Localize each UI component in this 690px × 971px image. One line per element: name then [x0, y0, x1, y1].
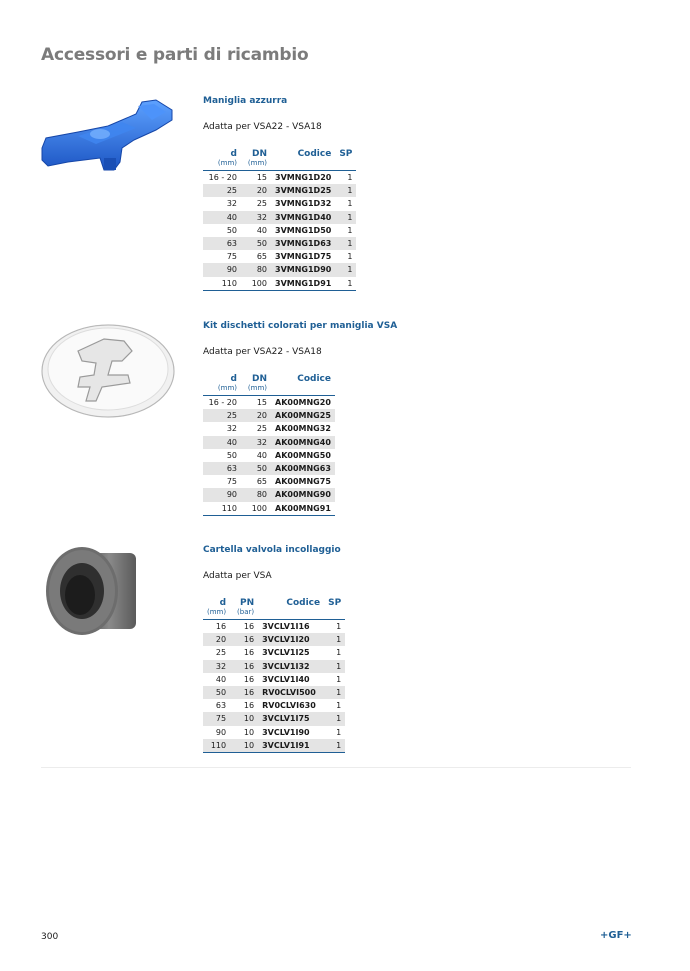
cell-d: 40	[203, 436, 241, 449]
product-title: Cartella valvola incollaggio	[203, 545, 341, 555]
cell-code: 3VMNG1D25	[271, 184, 335, 197]
cell-code: AK00MNG20	[275, 398, 331, 407]
column-unit: (mm)	[247, 384, 267, 392]
page-number: 300	[41, 932, 59, 942]
cell-d: 40	[203, 211, 241, 224]
cell-d: 16 - 20	[208, 173, 237, 182]
table-row	[203, 646, 345, 659]
product-table	[203, 598, 345, 753]
cell-sp: 1	[347, 252, 353, 262]
cell-d: 25	[203, 184, 241, 197]
table-row	[203, 422, 335, 435]
table-row	[203, 739, 345, 753]
cell-dn: 32	[241, 211, 271, 224]
section-divider	[41, 767, 631, 768]
column-header: Codice	[286, 598, 321, 608]
table-row	[203, 449, 335, 462]
cell-code: 3VMNG1D50	[275, 225, 332, 235]
table-row	[203, 396, 335, 410]
cell-d: 90	[215, 727, 227, 737]
cell-pn: 10	[230, 739, 258, 753]
cell-dn: 80	[241, 263, 271, 276]
cell-d: 75	[226, 252, 237, 262]
column-header: DN	[251, 374, 267, 384]
cell-d: 50	[226, 450, 237, 460]
cell-pn: 16	[243, 622, 255, 631]
cell-dn: 40	[256, 225, 267, 235]
cell-code: AK00MNG91	[275, 503, 331, 513]
cell-d: 25	[203, 409, 241, 422]
column-unit: (mm)	[217, 159, 237, 167]
cell-d: 50	[203, 686, 230, 699]
cell-sp: 1	[335, 184, 356, 197]
column-header: Codice	[297, 149, 332, 159]
cell-dn: 50	[241, 237, 271, 250]
cell-d: 16 - 20	[208, 398, 237, 407]
cell-d: 20	[203, 633, 230, 646]
cell-code: 3VCLV1I32	[258, 660, 324, 673]
cell-sp: 1	[336, 622, 342, 631]
table-row	[203, 171, 356, 185]
cell-pn: 16	[230, 686, 258, 699]
valve-end-image	[42, 545, 142, 645]
cell-dn: 32	[241, 436, 271, 449]
cell-code: 3VMNG1D63	[271, 237, 335, 250]
cell-d: 63	[203, 462, 241, 475]
blue-handle-image	[38, 96, 178, 186]
product-subtitle: Adatta per VSA	[203, 571, 272, 581]
cell-sp: 1	[347, 278, 353, 288]
column-header: Codice	[297, 374, 331, 384]
cell-code: AK00MNG25	[271, 409, 335, 422]
table-row	[203, 224, 356, 237]
table-row	[203, 726, 345, 739]
cell-d: 40	[215, 674, 227, 684]
cell-code: 3VMNG1D40	[271, 211, 335, 224]
cell-sp: 1	[347, 199, 353, 209]
cell-sp: 1	[336, 701, 342, 711]
cell-pn: 10	[243, 727, 255, 737]
cell-code: 3VMNG1D20	[275, 173, 332, 182]
column-header: DN	[251, 149, 267, 159]
cell-pn: 16	[230, 633, 258, 646]
cell-d: 25	[215, 648, 227, 658]
cell-d: 75	[203, 712, 230, 725]
product-table	[203, 374, 335, 516]
cell-pn: 16	[243, 674, 255, 684]
page-title: Accessori e parti di ricambio	[41, 45, 309, 65]
cell-code: AK00MNG50	[275, 450, 331, 460]
table-row	[203, 436, 335, 449]
cell-d: 32	[203, 660, 230, 673]
table-row	[203, 502, 335, 516]
column-header: d	[219, 598, 227, 608]
cell-d: 32	[226, 424, 237, 434]
cell-code: 3VCLV1I90	[262, 727, 310, 737]
column-unit: (mm)	[217, 384, 237, 392]
cell-pn: 16	[243, 701, 255, 711]
cell-sp: 1	[324, 660, 345, 673]
cell-sp: 1	[324, 739, 345, 753]
table-row	[203, 475, 335, 488]
cell-code: 3VMNG1D32	[275, 199, 332, 209]
cell-dn: 100	[251, 503, 267, 513]
cell-code: AK00MNG90	[271, 488, 335, 501]
table-row	[203, 686, 345, 699]
column-unit	[324, 608, 345, 620]
cell-d: 32	[226, 199, 237, 209]
disc-kit-image	[38, 321, 178, 421]
table-row	[203, 250, 356, 263]
cell-code: RV0CLVI500	[258, 686, 324, 699]
product-table	[203, 149, 356, 291]
table-row	[203, 184, 356, 197]
table-row	[203, 462, 335, 475]
cell-code: 3VCLV1I75	[258, 712, 324, 725]
cell-d: 90	[203, 263, 241, 276]
cell-sp: 1	[324, 686, 345, 699]
cell-sp: 1	[324, 712, 345, 725]
column-header: d	[230, 374, 237, 384]
cell-d: 110	[221, 278, 237, 288]
cell-sp: 1	[347, 173, 353, 182]
cell-code: 3VMNG1D91	[275, 278, 332, 288]
column-unit	[271, 384, 335, 396]
cell-sp: 1	[335, 211, 356, 224]
gf-logo: +GF+	[600, 930, 632, 941]
cell-d: 90	[203, 488, 241, 501]
cell-dn: 25	[256, 424, 267, 434]
table-row	[203, 263, 356, 276]
cell-code: 3VCLV1I20	[258, 633, 324, 646]
cell-code: 3VCLV1I40	[262, 674, 310, 684]
table-row	[203, 488, 335, 501]
cell-d: 50	[226, 225, 237, 235]
column-unit	[258, 608, 324, 620]
cell-sp: 1	[336, 674, 342, 684]
cell-pn: 16	[230, 660, 258, 673]
cell-dn: 65	[256, 477, 267, 487]
cell-pn: 16	[243, 648, 255, 658]
cell-dn: 15	[256, 173, 267, 182]
table-row	[203, 409, 335, 422]
cell-sp: 1	[335, 263, 356, 276]
cell-dn: 80	[241, 488, 271, 501]
cell-dn: 20	[241, 409, 271, 422]
cell-code: AK00MNG40	[271, 436, 335, 449]
cell-code: 3VMNG1D75	[275, 252, 332, 262]
cell-sp: 1	[347, 225, 353, 235]
table-row	[203, 712, 345, 725]
cell-code: 3VMNG1D90	[271, 263, 335, 276]
cell-dn: 100	[251, 278, 267, 288]
table-row	[203, 633, 345, 646]
cell-dn: 50	[241, 462, 271, 475]
cell-dn: 20	[241, 184, 271, 197]
column-header: d	[230, 149, 237, 159]
table-row	[203, 237, 356, 250]
table-row	[203, 277, 356, 291]
table-row	[203, 673, 345, 686]
product-subtitle: Adatta per VSA22 - VSA18	[203, 122, 322, 132]
cell-sp: 1	[335, 237, 356, 250]
cell-code: AK00MNG75	[275, 477, 331, 487]
cell-dn: 15	[256, 398, 267, 407]
cell-dn: 65	[256, 252, 267, 262]
cell-d: 110	[203, 739, 230, 753]
product-title: Kit dischetti colorati per maniglia VSA	[203, 321, 398, 331]
cell-sp: 1	[336, 727, 342, 737]
cell-code: 3VCLV1I16	[262, 622, 310, 631]
cell-sp: 1	[336, 648, 342, 658]
column-header: SP	[328, 598, 342, 608]
cell-d: 110	[221, 503, 237, 513]
table-row	[203, 197, 356, 210]
cell-d: 63	[203, 237, 241, 250]
column-unit: (mm)	[247, 159, 267, 167]
column-unit	[335, 159, 356, 171]
column-header: SP	[339, 149, 353, 159]
column-unit: (bar)	[237, 608, 255, 616]
product-subtitle: Adatta per VSA22 - VSA18	[203, 347, 322, 357]
cell-code: 3VCLV1I91	[258, 739, 324, 753]
cell-code: 3VCLV1I25	[262, 648, 310, 658]
table-row	[203, 620, 345, 634]
cell-d: 63	[215, 701, 227, 711]
column-unit: (mm)	[207, 608, 227, 616]
cell-code: AK00MNG32	[275, 424, 331, 434]
cell-d: 75	[226, 477, 237, 487]
table-row	[203, 211, 356, 224]
cell-dn: 25	[256, 199, 267, 209]
cell-pn: 10	[230, 712, 258, 725]
column-unit	[271, 159, 335, 171]
cell-d: 16	[215, 622, 227, 631]
column-header: PN	[239, 598, 255, 608]
table-row	[203, 660, 345, 673]
table-row	[203, 699, 345, 712]
cell-code: RV0CLVI630	[262, 701, 316, 711]
product-title: Maniglia azzurra	[203, 96, 288, 106]
cell-dn: 40	[256, 450, 267, 460]
cell-sp: 1	[324, 633, 345, 646]
cell-code: AK00MNG63	[271, 462, 335, 475]
